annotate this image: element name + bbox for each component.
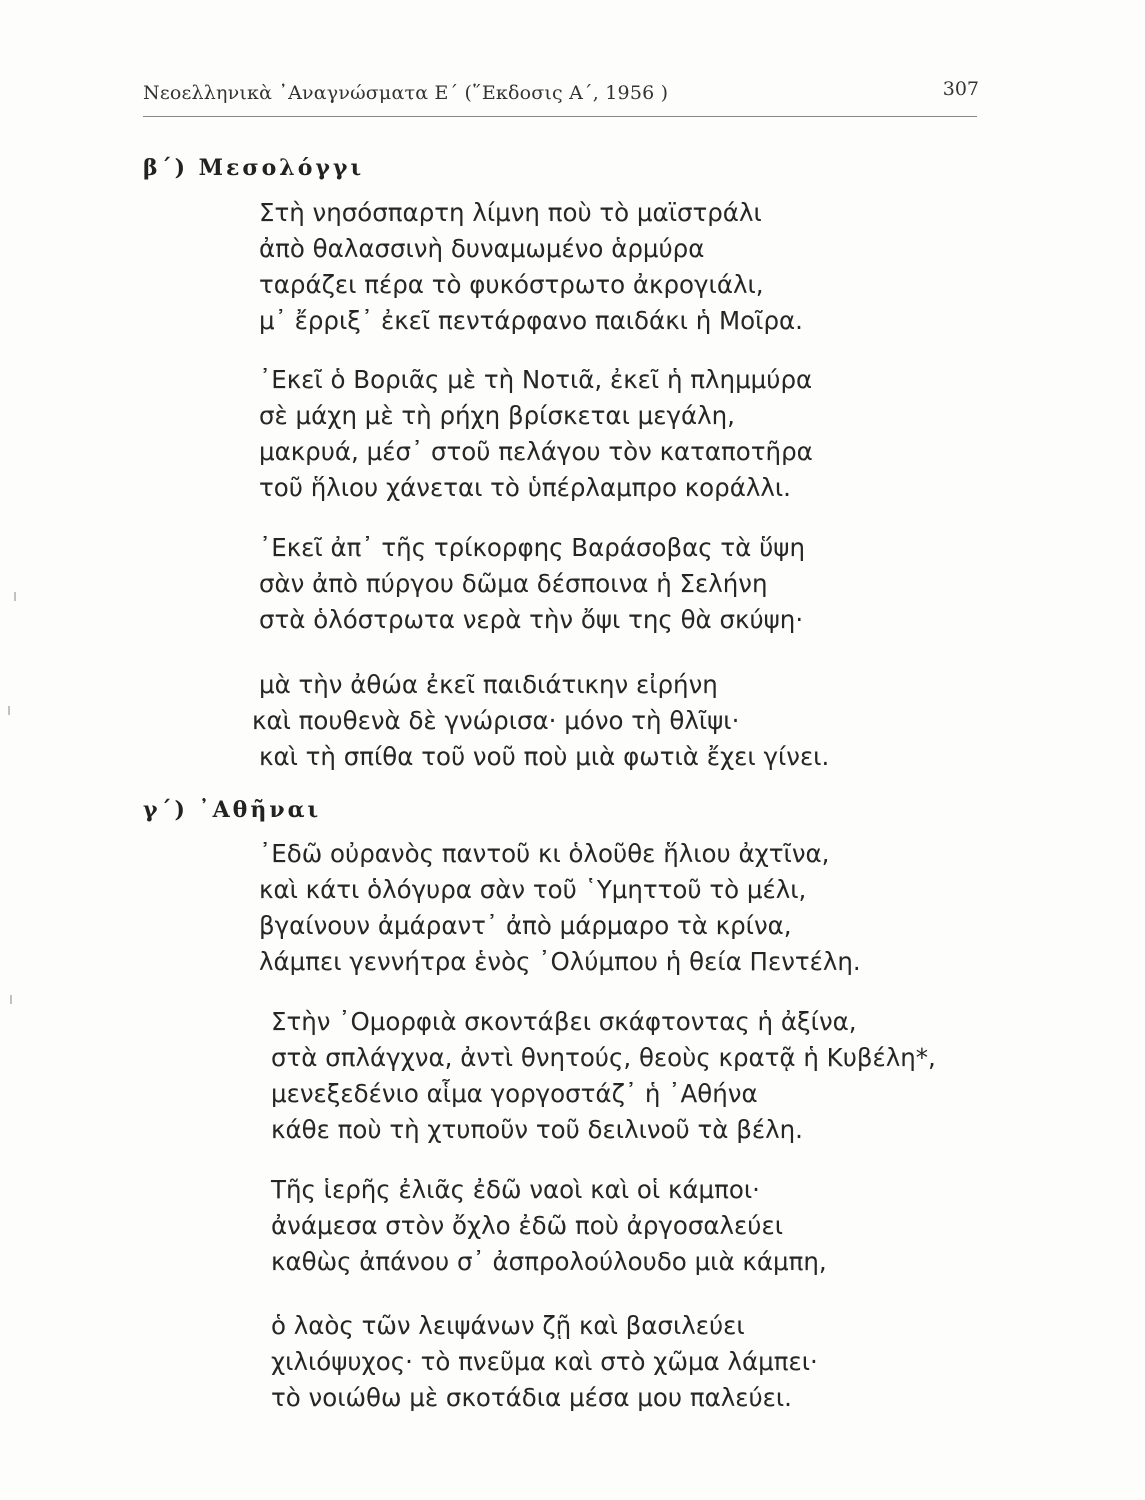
verse-line: καθὼς ἀπάνου σ᾿ ἀσπρολούλουδο μιὰ κάμπη, <box>271 1247 827 1276</box>
scan-speck <box>8 706 10 715</box>
section-heading-athens: γ΄) ᾿Αθῆναι <box>143 797 322 823</box>
verse-line: χιλιόψυχος· τὸ πνεῦμα καὶ στὸ χῶμα λάμπει· <box>271 1347 818 1376</box>
scan-speck <box>14 592 16 601</box>
verse-line: Τῆς ἱερῆς ἐλιᾶς ἐδῶ ναοὶ καὶ οἱ κάμποι· <box>271 1175 760 1204</box>
verse-line: στὰ σπλάγχνα, ἀντὶ θνητούς, θεοὺς κρατᾷ ἡ Κυβέλη*, <box>271 1043 936 1072</box>
verse-line: μακρυά, μέσ᾿ στοῦ πελάγου τὸν καταποτῆρα <box>259 437 813 466</box>
verse-line: ᾿Εκεῖ ἀπ᾿ τῆς τρίκορφης Βαράσοβας τὰ ὕψη <box>259 533 805 562</box>
verse-line: ᾿Εδῶ οὐρανὸς παντοῦ κι ὁλοῦθε ἥλιου ἀχτῖνα, <box>259 839 830 868</box>
verse-line: κάθε ποὺ τὴ χτυποῦν τοῦ δειλινοῦ τὰ βέλη. <box>271 1115 803 1144</box>
verse-line: ᾿Εκεῖ ὁ Βοριᾶς μὲ τὴ Νοτιᾶ, ἐκεῖ ἡ πλημμύρα <box>259 365 813 394</box>
verse-line: ἀνάμεσα στὸν ὄχλο ἐδῶ ποὺ ἀργοσαλεύει <box>271 1211 783 1240</box>
verse-line: ὁ λαὸς τῶν λειψάνων ζῇ καὶ βασιλεύει <box>271 1311 745 1340</box>
verse-line: καὶ πουθενὰ δὲ γνώρισα· μόνο τὴ θλῖψι· <box>252 706 740 735</box>
verse-line: σὲ μάχη μὲ τὴ ρήχη βρίσκεται μεγάλη, <box>259 401 735 430</box>
verse-line: λάμπει γεννήτρα ἑνὸς ᾿Ολύμπου ἡ θεία Πεντέλη. <box>259 947 861 976</box>
page-number: 307 <box>942 78 979 100</box>
verse-line: σὰν ἀπὸ πύργου δῶμα δέσποινα ἡ Σελήνη <box>259 569 768 598</box>
verse-line: μὰ τὴν ἀθώα ἐκεῖ παιδιάτικην εἰρήνη <box>259 670 718 699</box>
scan-speck <box>10 995 12 1004</box>
verse-line: Στὴν ᾿Ομορφιὰ σκοντάβει σκάφτοντας ἡ ἀξίνα, <box>271 1007 857 1036</box>
verse-line: ἀπὸ θαλασσινὴ δυναμωμένο ἁρμύρα <box>259 234 705 263</box>
verse-line: μενεξεδένιο αἷμα γοργοστάζ᾿ ἡ ᾿Αθήνα <box>271 1079 758 1108</box>
verse-line: τοῦ ἥλιου χάνεται τὸ ὑπέρλαμπρο κοράλλι. <box>259 473 791 502</box>
section-heading-mesolongi: β΄) Μεσολόγγι <box>143 155 365 181</box>
header-rule <box>143 116 977 117</box>
verse-line: τὸ νοιώθω μὲ σκοτάδια μέσα μου παλεύει. <box>271 1383 792 1412</box>
verse-line: καὶ τὴ σπίθα τοῦ νοῦ ποὺ μιὰ φωτιὰ ἔχει γίνει. <box>259 742 830 771</box>
verse-line: ταράζει πέρα τὸ φυκόστρωτο ἀκρογιάλι, <box>259 270 764 299</box>
verse-line: καὶ κάτι ὁλόγυρα σὰν τοῦ ῾Υμηττοῦ τὸ μέλι, <box>259 875 807 904</box>
verse-line: Στὴ νησόσπαρτη λίμνη ποὺ τὸ μαϊστράλι <box>259 198 762 227</box>
running-head-title: Νεοελληνικὰ ᾿Αναγνώσματα Ε΄ (῞Εκδοσις Α΄, 1956 ) <box>143 82 669 104</box>
verse-line: στὰ ὁλόστρωτα νερὰ τὴν ὄψι της θὰ σκύψη· <box>259 605 804 634</box>
running-head <box>143 78 979 112</box>
verse-line: βγαίνουν ἀμάραντ᾿ ἀπὸ μάρμαρο τὰ κρίνα, <box>259 911 792 940</box>
verse-line: μ᾿ ἔρριξ᾿ ἐκεῖ πεντάρφανο παιδάκι ἡ Μοῖρα. <box>259 306 803 335</box>
